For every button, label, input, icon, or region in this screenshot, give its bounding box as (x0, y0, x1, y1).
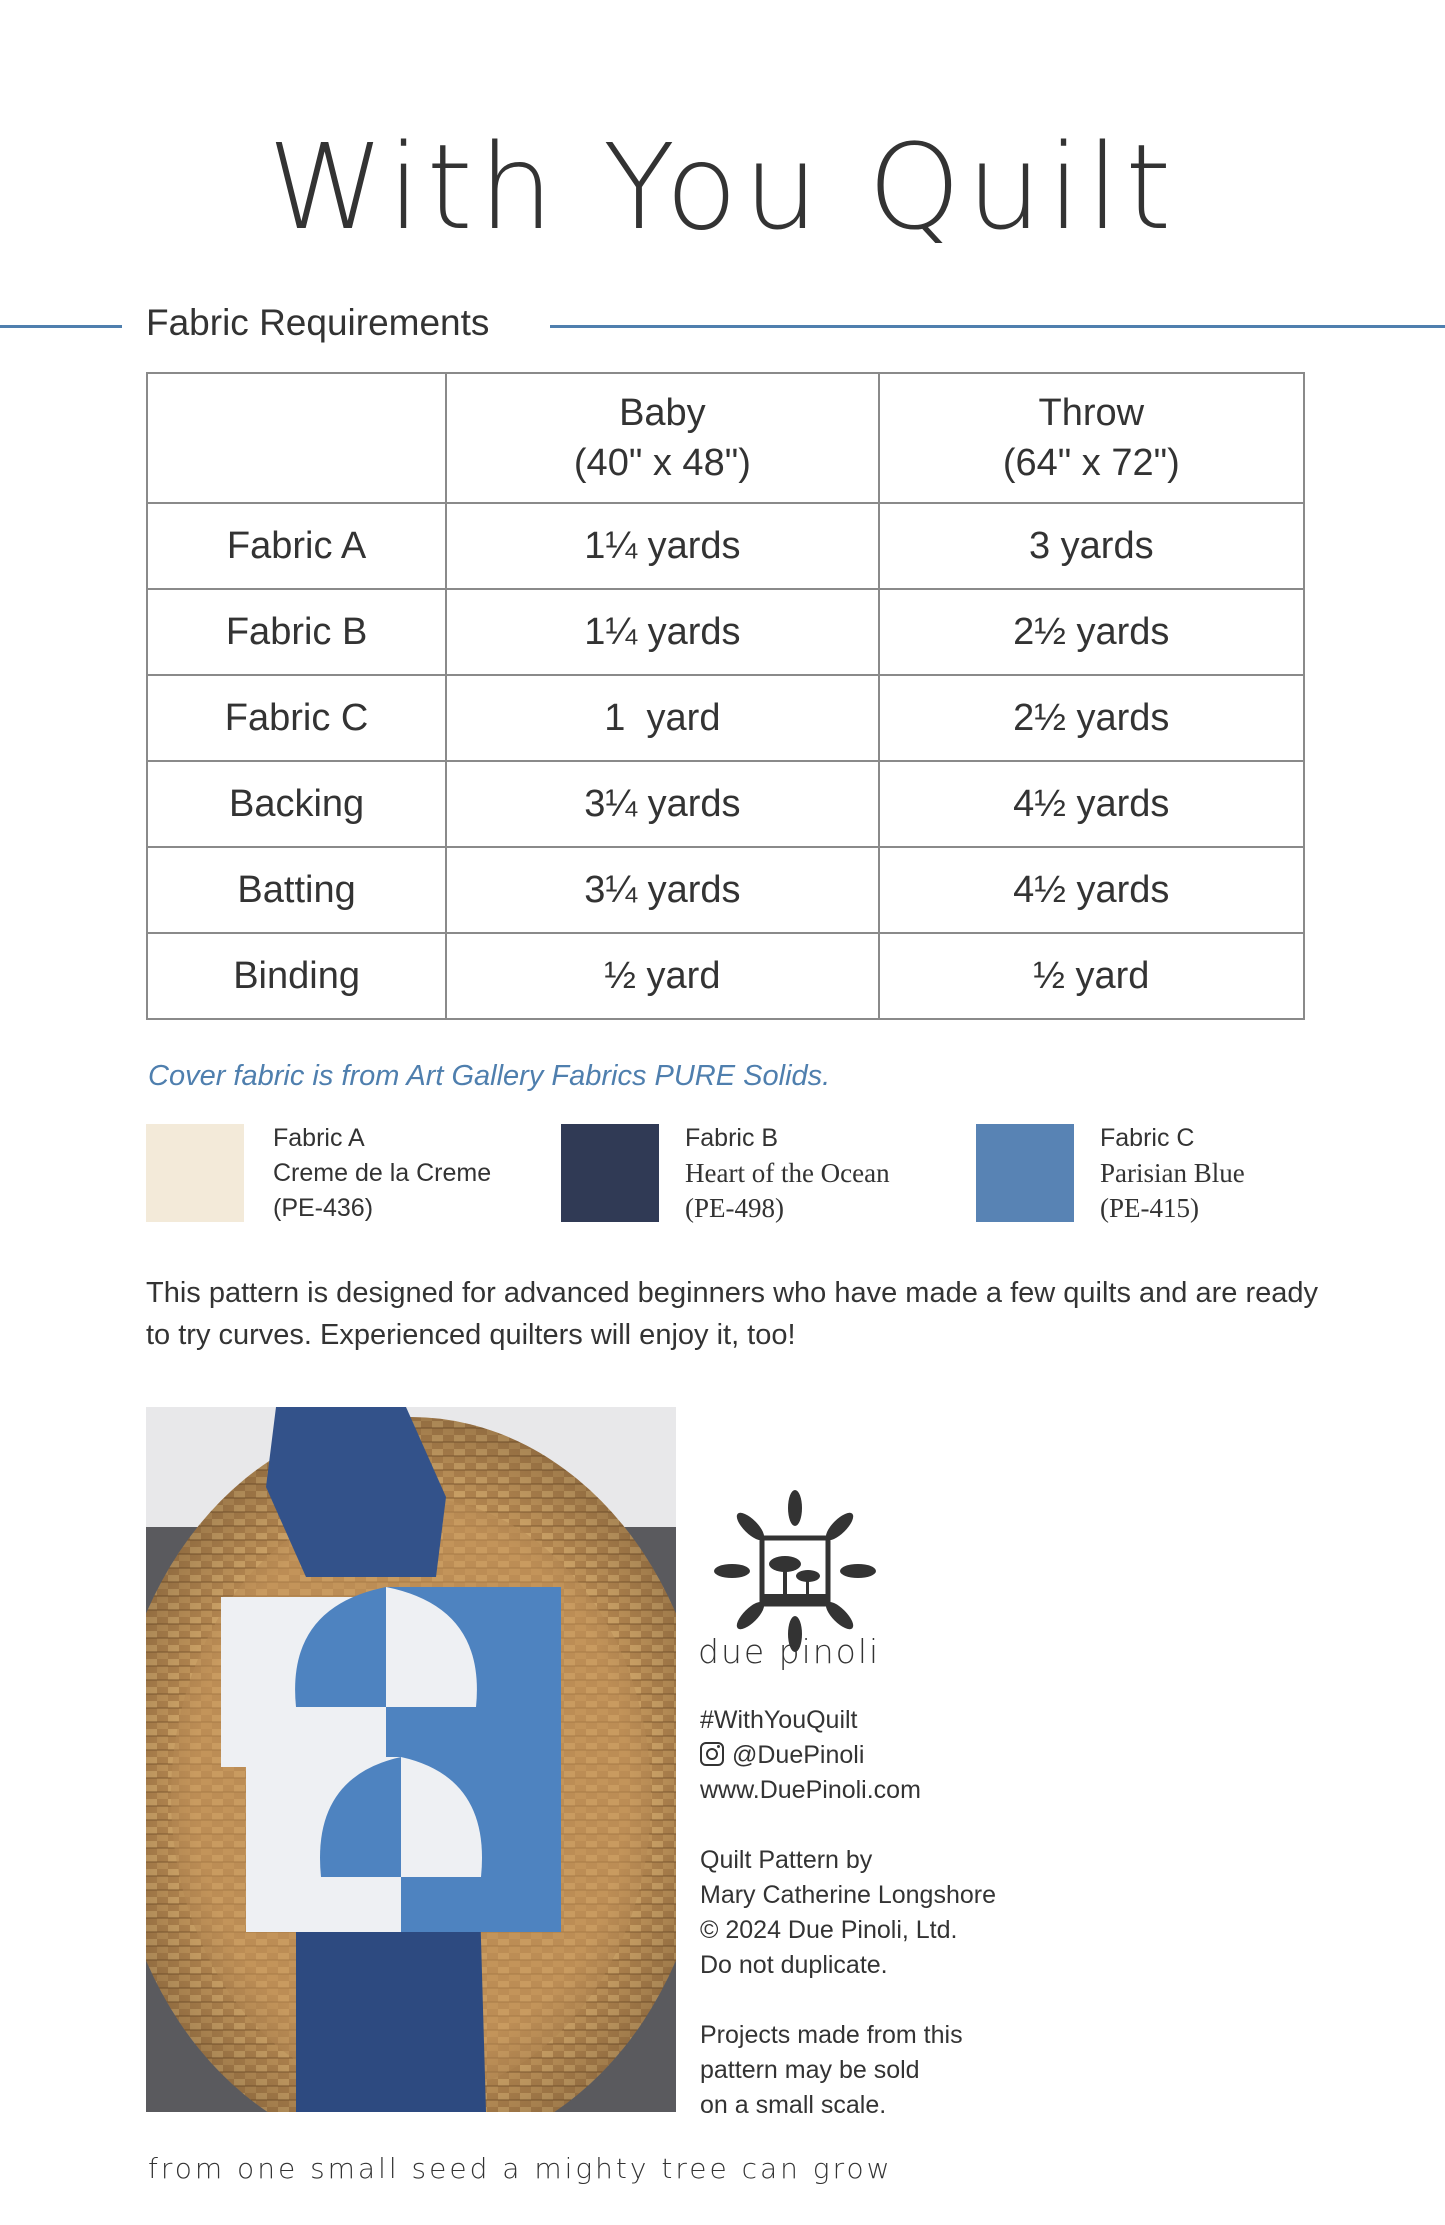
throw-amount: 2½ yards (879, 675, 1304, 761)
throw-amount: ½ yard (879, 933, 1304, 1019)
throw-amount: 2½ yards (879, 589, 1304, 675)
fabric-name: Heart of the Ocean (685, 1158, 890, 1188)
row-label: Fabric C (147, 675, 446, 761)
row-label: Binding (147, 933, 446, 1019)
sale-note (700, 2018, 963, 2123)
header-size-name: Throw (1038, 392, 1145, 434)
social-links (700, 1703, 921, 1808)
instagram-icon (700, 1742, 724, 1766)
fabric-b-swatch (561, 1124, 659, 1222)
row-label: Backing (147, 761, 446, 847)
table-header-corner (147, 373, 446, 503)
tagline: from one small seed a mighty tree can grow (148, 2152, 893, 2185)
baby-amount: 3¼ yards (446, 761, 878, 847)
credit-line: © 2024 Due Pinoli, Ltd. (700, 1916, 958, 1944)
throw-amount: 4½ yards (879, 847, 1304, 933)
fabric-a-info (273, 1121, 491, 1226)
sale-note-line: pattern may be sold (700, 2056, 920, 2084)
fabric-c-swatch (976, 1124, 1074, 1222)
header-size-name: Baby (619, 392, 706, 434)
fabric-label: Fabric A (273, 1124, 365, 1152)
pattern-description: This pattern is designed for advanced beginners who have made a few quilts and are ready to try curves. Experienced quilters will enjoy it, too! (146, 1277, 1318, 1351)
row-label: Fabric B (147, 589, 446, 675)
fabric-name: Parisian Blue (1100, 1158, 1245, 1188)
baby-amount: ½ yard (446, 933, 878, 1019)
table-row (147, 589, 1304, 675)
fabric-b-info (685, 1121, 890, 1226)
throw-amount: 3 yards (879, 503, 1304, 589)
fabric-label: Fabric B (685, 1124, 779, 1152)
fabric-c-info (1100, 1121, 1245, 1226)
section-heading: Fabric Requirements (146, 302, 490, 343)
header-size-dimensions: (40" x 48") (573, 442, 751, 484)
sale-note-line: on a small scale. (700, 2091, 887, 2119)
quilt-basket-photo (146, 1407, 676, 2112)
credit-line: Quilt Pattern by (700, 1846, 873, 1874)
throw-amount: 4½ yards (879, 761, 1304, 847)
table-row (147, 503, 1304, 589)
table-row (147, 761, 1304, 847)
hashtag: #WithYouQuilt (700, 1706, 858, 1734)
row-label: Fabric A (147, 503, 446, 589)
fabric-a-swatch (146, 1124, 244, 1222)
fabric-code: (PE-498) (685, 1193, 784, 1223)
instagram-text: @DuePinoli (732, 1741, 865, 1769)
credit-line: Mary Catherine Longshore (700, 1881, 996, 1909)
table-header-baby (446, 373, 878, 503)
fabric-code: (PE-436) (273, 1194, 374, 1222)
baby-amount: 1¼ yards (446, 503, 878, 589)
fabric-requirements-table (146, 372, 1305, 1020)
divider-right (550, 325, 1445, 328)
page-title: With You Quilt (267, 118, 1178, 256)
table-header-row (147, 373, 1304, 503)
table-header-throw (879, 373, 1304, 503)
divider-left (0, 325, 122, 328)
table-row (147, 847, 1304, 933)
instagram-handle[interactable] (700, 1738, 921, 1773)
credits (700, 1843, 996, 1983)
baby-amount: 3¼ yards (446, 847, 878, 933)
due-pinoli-logo (700, 1486, 890, 1656)
baby-amount: 1 yard (446, 675, 878, 761)
credit-line: Do not duplicate. (700, 1951, 888, 1979)
table-row (147, 675, 1304, 761)
fabric-name: Creme de la Creme (273, 1159, 492, 1187)
fabric-label: Fabric C (1100, 1124, 1195, 1152)
brand-name: due pinoli (698, 1632, 881, 1671)
header-size-dimensions: (64" x 72") (1002, 442, 1180, 484)
baby-amount: 1¼ yards (446, 589, 878, 675)
cover-fabric-note: Cover fabric is from Art Gallery Fabrics PURE Solids. (148, 1060, 831, 1092)
row-label: Batting (147, 847, 446, 933)
sale-note-line: Projects made from this (700, 2021, 963, 2049)
table-row (147, 933, 1304, 1019)
website-link[interactable]: www.DuePinoli.com (700, 1776, 921, 1804)
fabric-code: (PE-415) (1100, 1193, 1199, 1223)
